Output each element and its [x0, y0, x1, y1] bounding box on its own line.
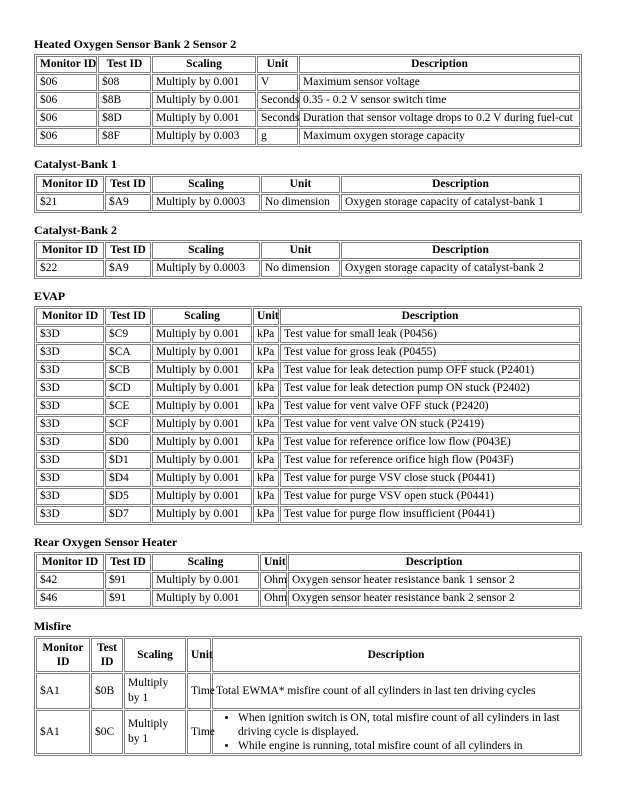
header-test-id: Test ID: [105, 242, 151, 259]
cell-monitor-id: $3D: [36, 344, 104, 361]
cell-description: Total EWMA* misfire count of all cylinders in last ten driving cycles: [212, 673, 580, 709]
cell-description: Test value for leak detection pump ON stuck (P2402): [280, 380, 580, 397]
header-test-id: Test ID: [105, 554, 151, 571]
cell-monitor-id: $A1: [36, 673, 90, 709]
cell-test-id: $08: [98, 74, 151, 91]
cell-monitor-id: $06: [36, 92, 97, 109]
cell-test-id: $D5: [105, 488, 151, 505]
cell-description: Duration that sensor voltage drops to 0.2 V during fuel-cut: [299, 110, 580, 127]
cell-description: Maximum oxygen storage capacity: [299, 128, 580, 145]
cell-description: Oxygen storage capacity of catalyst-bank 1: [341, 194, 580, 211]
cell-test-id: $A9: [105, 194, 151, 211]
data-table: [34, 552, 582, 609]
cell-unit: kPa: [253, 380, 279, 397]
cell-scaling: Multiply by 0.0003: [152, 260, 260, 277]
header-description: Description: [341, 242, 580, 259]
cell-description: Test value for vent valve ON stuck (P2419): [280, 416, 580, 433]
header-scaling: Scaling: [152, 242, 260, 259]
cell-test-id: $91: [105, 572, 151, 589]
cell-unit: kPa: [253, 326, 279, 343]
cell-monitor-id: $42: [36, 572, 104, 589]
data-table: [34, 636, 582, 756]
section-rear-oxygen-sensor-heater: [34, 535, 582, 609]
cell-monitor-id: $3D: [36, 362, 104, 379]
cell-scaling: Multiply by 0.001: [152, 470, 252, 487]
header-description: Description: [288, 554, 580, 571]
cell-description: Maximum sensor voltage: [299, 74, 580, 91]
section-title: Catalyst-Bank 1: [34, 157, 118, 171]
header-description: Description: [212, 638, 580, 672]
cell-unit: kPa: [253, 416, 279, 433]
cell-test-id: $91: [105, 590, 151, 607]
cell-scaling: Multiply by 0.001: [152, 326, 252, 343]
header-unit: Unit: [261, 242, 340, 259]
cell-scaling: Multiply by 0.001: [152, 110, 256, 127]
cell-scaling: Multiply by 0.0003: [152, 194, 260, 211]
cell-scaling: Multiply by 0.001: [152, 452, 252, 469]
cell-test-id: $A9: [105, 260, 151, 277]
cell-scaling: Multiply by 0.001: [152, 74, 256, 91]
cell-unit: kPa: [253, 488, 279, 505]
section-catalyst-bank-1: [34, 157, 582, 213]
table-row: [36, 470, 580, 487]
header-scaling: Scaling: [152, 56, 256, 73]
cell-scaling: Multiply by 0.001: [152, 344, 252, 361]
cell-unit: kPa: [253, 362, 279, 379]
table-header-row: [36, 176, 580, 193]
cell-test-id: $D7: [105, 506, 151, 523]
bullet-item: • While engine is running, total misfire count of all cylinders in: [238, 739, 576, 753]
table-row: [36, 488, 580, 505]
table-row: [36, 452, 580, 469]
cell-description: Test value for purge VSV close stuck (P0441): [280, 470, 580, 487]
section-title: Heated Oxygen Sensor Bank 2 Sensor 2: [34, 37, 237, 51]
cell-test-id: $CE: [105, 398, 151, 415]
cell-description: [212, 710, 580, 754]
table-row: [36, 572, 580, 589]
cell-scaling: Multiply by 0.001: [152, 488, 252, 505]
cell-monitor-id: $3D: [36, 452, 104, 469]
cell-scaling: Multiply by 0.001: [152, 434, 252, 451]
section-misfire: [34, 619, 582, 756]
cell-test-id: $D1: [105, 452, 151, 469]
header-unit: Unit: [260, 554, 287, 571]
header-description: Description: [280, 308, 580, 325]
document-page: [34, 37, 582, 766]
header-monitor-id: Monitor ID: [36, 308, 104, 325]
cell-monitor-id: $3D: [36, 470, 104, 487]
cell-unit: kPa: [253, 452, 279, 469]
cell-monitor-id: $3D: [36, 488, 104, 505]
bullet-list: [216, 711, 576, 753]
table-row: [36, 590, 580, 607]
cell-description: Test value for reference orifice low flow (P043E): [280, 434, 580, 451]
cell-scaling: Multiply by 0.003: [152, 128, 256, 145]
cell-test-id: $8F: [98, 128, 151, 145]
cell-monitor-id: $3D: [36, 434, 104, 451]
header-unit: Unit: [257, 56, 298, 73]
cell-scaling: Multiply by 0.001: [152, 362, 252, 379]
cell-unit: Time: [187, 710, 211, 754]
cell-unit: kPa: [253, 344, 279, 361]
section-title: Misfire: [34, 619, 72, 633]
cell-unit: Seconds: [257, 92, 298, 109]
data-table: [34, 240, 582, 279]
cell-description: Test value for purge flow insufficient (P0441): [280, 506, 580, 523]
table-header-row: [36, 554, 580, 571]
table-row: [36, 92, 580, 109]
table-row: [36, 673, 580, 709]
cell-description: Oxygen sensor heater resistance bank 2 sensor 2: [288, 590, 580, 607]
header-monitor-id: Monitor ID: [36, 638, 90, 672]
header-description: Description: [299, 56, 580, 73]
table-header-row: [36, 56, 580, 73]
cell-description: Test value for small leak (P0456): [280, 326, 580, 343]
section-catalyst-bank-2: [34, 223, 582, 279]
cell-description: Oxygen sensor heater resistance bank 1 sensor 2: [288, 572, 580, 589]
cell-scaling: Multiply by 1: [124, 673, 186, 709]
cell-unit: No dimension: [261, 194, 340, 211]
header-test-id: Test ID: [91, 638, 123, 672]
header-monitor-id: Monitor ID: [36, 554, 104, 571]
table-row: [36, 128, 580, 145]
cell-monitor-id: $3D: [36, 326, 104, 343]
table-row: [36, 362, 580, 379]
cell-test-id: $0C: [91, 710, 123, 754]
header-description: Description: [341, 176, 580, 193]
header-scaling: Scaling: [152, 176, 260, 193]
section-evap: [34, 289, 582, 525]
cell-unit: kPa: [253, 434, 279, 451]
cell-test-id: $0B: [91, 673, 123, 709]
table-row: [36, 398, 580, 415]
cell-test-id: $CF: [105, 416, 151, 433]
cell-description: Test value for purge VSV open stuck (P0441): [280, 488, 580, 505]
cell-scaling: Multiply by 0.001: [152, 590, 259, 607]
section-title: Catalyst-Bank 2: [34, 223, 118, 237]
cell-test-id: $CB: [105, 362, 151, 379]
cell-unit: kPa: [253, 470, 279, 487]
data-table: [34, 306, 582, 525]
cell-description: Test value for vent valve OFF stuck (P2420): [280, 398, 580, 415]
table-header-row: [36, 242, 580, 259]
header-unit: Unit: [253, 308, 279, 325]
cell-unit: kPa: [253, 506, 279, 523]
cell-description: Test value for gross leak (P0455): [280, 344, 580, 361]
section-title: Rear Oxygen Sensor Heater: [34, 535, 178, 549]
table-row: [36, 380, 580, 397]
header-test-id: Test ID: [98, 56, 151, 73]
cell-test-id: $D0: [105, 434, 151, 451]
cell-monitor-id: $06: [36, 110, 97, 127]
header-unit: Unit: [261, 176, 340, 193]
cell-scaling: Multiply by 0.001: [152, 92, 256, 109]
section-title: EVAP: [34, 289, 66, 303]
data-table: [34, 54, 582, 147]
table-row: [36, 506, 580, 523]
table-row: [36, 710, 580, 754]
section-heated-oxygen-sensor: [34, 37, 582, 147]
header-monitor-id: Monitor ID: [36, 176, 104, 193]
cell-description: 0.35 - 0.2 V sensor switch time: [299, 92, 580, 109]
cell-test-id: $CD: [105, 380, 151, 397]
cell-test-id: $8B: [98, 92, 151, 109]
cell-scaling: Multiply by 0.001: [152, 506, 252, 523]
table-row: [36, 416, 580, 433]
header-scaling: Scaling: [152, 554, 259, 571]
cell-test-id: $8D: [98, 110, 151, 127]
header-monitor-id: Monitor ID: [36, 56, 97, 73]
bullet-item: • When ignition switch is ON, total misfire count of all cylinders in last driving cycle is displayed.: [238, 711, 576, 739]
cell-unit: Ohm: [260, 590, 287, 607]
cell-monitor-id: $A1: [36, 710, 90, 754]
cell-monitor-id: $06: [36, 128, 97, 145]
table-row: [36, 326, 580, 343]
cell-test-id: $D4: [105, 470, 151, 487]
table-row: [36, 344, 580, 361]
header-scaling: Scaling: [152, 308, 252, 325]
table-row: [36, 260, 580, 277]
cell-monitor-id: $22: [36, 260, 104, 277]
cell-unit: V: [257, 74, 298, 91]
cell-description: Oxygen storage capacity of catalyst-bank 2: [341, 260, 580, 277]
data-table: [34, 174, 582, 213]
header-unit: Unit: [187, 638, 211, 672]
cell-monitor-id: $3D: [36, 506, 104, 523]
table-header-row: [36, 638, 580, 672]
cell-monitor-id: $3D: [36, 398, 104, 415]
cell-monitor-id: $3D: [36, 416, 104, 433]
cell-unit: Time: [187, 673, 211, 709]
table-header-row: [36, 308, 580, 325]
cell-scaling: Multiply by 0.001: [152, 416, 252, 433]
header-monitor-id: Monitor ID: [36, 242, 104, 259]
cell-unit: Ohm: [260, 572, 287, 589]
cell-monitor-id: $3D: [36, 380, 104, 397]
cell-monitor-id: $06: [36, 74, 97, 91]
cell-test-id: $CA: [105, 344, 151, 361]
cell-test-id: $C9: [105, 326, 151, 343]
table-row: [36, 434, 580, 451]
cell-monitor-id: $46: [36, 590, 104, 607]
table-row: [36, 194, 580, 211]
header-scaling: Scaling: [124, 638, 186, 672]
header-test-id: Test ID: [105, 176, 151, 193]
cell-unit: kPa: [253, 398, 279, 415]
cell-scaling: Multiply by 1: [124, 710, 186, 754]
cell-monitor-id: $21: [36, 194, 104, 211]
cell-scaling: Multiply by 0.001: [152, 398, 252, 415]
cell-scaling: Multiply by 0.001: [152, 380, 252, 397]
header-test-id: Test ID: [105, 308, 151, 325]
cell-description: Test value for leak detection pump OFF stuck (P2401): [280, 362, 580, 379]
cell-scaling: Multiply by 0.001: [152, 572, 259, 589]
table-row: [36, 110, 580, 127]
cell-unit: g: [257, 128, 298, 145]
cell-description: Test value for reference orifice high flow (P043F): [280, 452, 580, 469]
table-row: [36, 74, 580, 91]
cell-unit: No dimension: [261, 260, 340, 277]
cell-unit: Seconds: [257, 110, 298, 127]
